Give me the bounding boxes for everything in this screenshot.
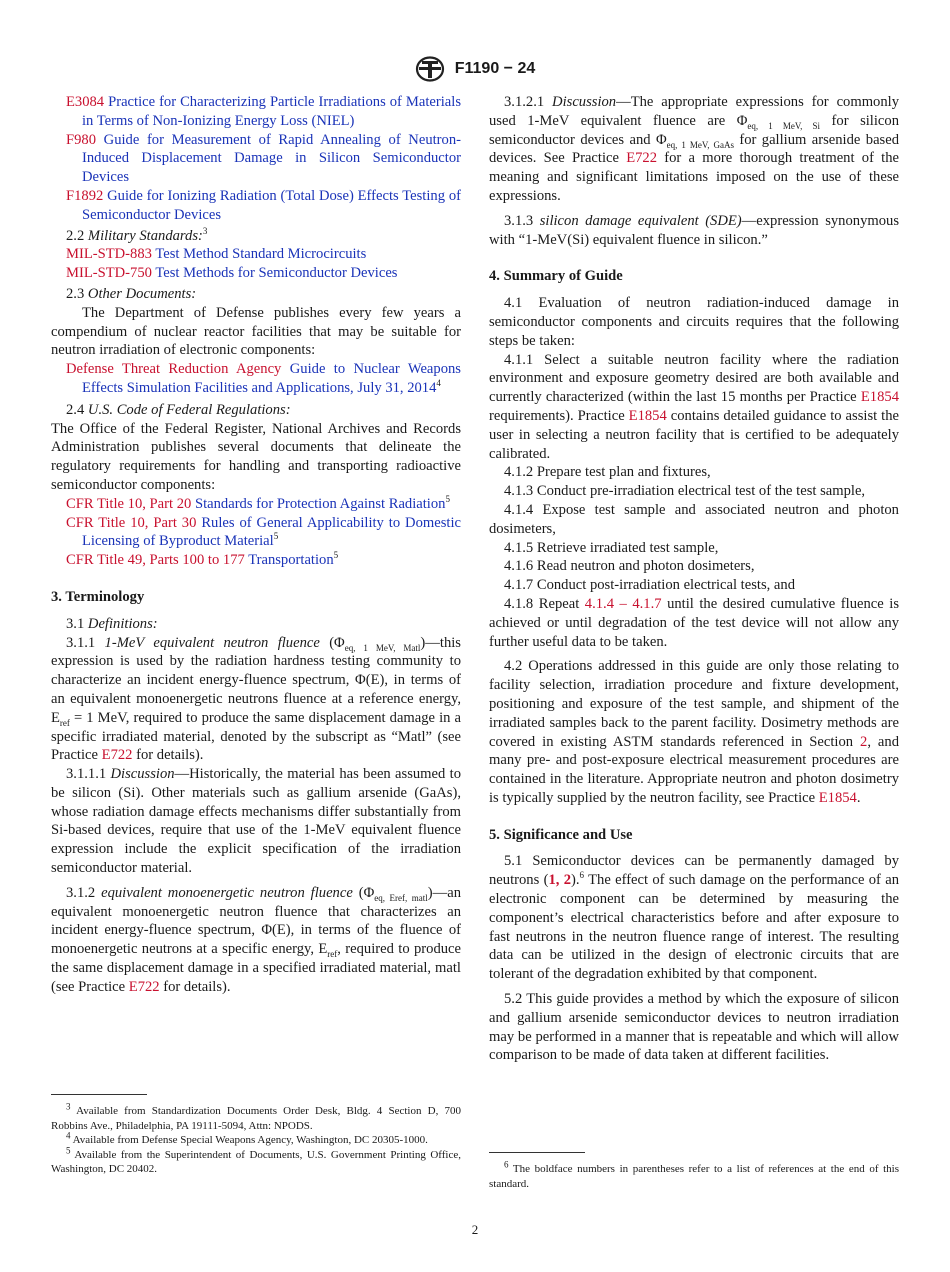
section-5-1: 5.1 Semiconductor devices can be permanently damaged by neutrons (1, 2).$^6$ The effect of such damage on the performance of an electronic component can be determined by measuring the component’s electrical characteristics before and after exposure to fast neutrons in the neutron fluence range of interest. The resulting data can be utilized in the design of electronic circuits that are tolerant of the degradation exhibited by that component. [489,853,900,983]
reference-code-link[interactable]: Defense Threat Reduction Agency [66,361,282,378]
footnote: $^3$ Available from Standardization Documents Order Desk, Bldg. 4 Section D, 700 Robbins Ave., Philadelphia, PA 19111-5094, Attn: NPODS. [51,1101,461,1132]
reference-e3084 [51,93,461,131]
section-2-2: 2.2 Military Standards:$^3$ [66,225,208,244]
section-3-1-2: 3.1.2 equivalent monoenergetic neutron fluence $(\Phi_{eq, Eref, matl})—an$ equivalent monoenergetic neutron fluence that characterizes an incident energy-fluence spectrum, Φ(E), in terms of the fluence of monoenergetic neutrons at a specific energy, $E_{ref}$, required to produce the same displacement damage in a specified irradiated material, matl (see Practice E722 for details). [51,884,461,995]
practice-e1854-link[interactable]: E1854 [818,789,857,806]
footnote-marker: 6 [579,870,585,881]
reference-title-link[interactable]: Standards for Protection Against Radiation [194,495,446,512]
designation: F1190 − 24 [454,60,536,77]
reference-code-link[interactable]: F1892 [66,187,104,204]
footnote-marker: 5 [445,493,450,504]
footnote-rule [489,1152,585,1153]
section-5-2: 5.2 This guide provides a method by which the exposure of silicon and gallium arsenide semiconductor devices to neutron irradiation may be performed in a manner that is repeatable and which will allow comparison to be made of data taken at different facilities. [489,991,900,1064]
reference-cfr-10-20 [51,495,461,514]
reference-mil-std-883 [51,245,461,264]
practice-e722-link[interactable]: E722 [626,150,658,167]
reference-f980 [51,131,461,187]
reference-title-link[interactable]: Guide to Nuclear Weapons Effects Simulation Facilities and Applications, July 31, 2014 [82,361,461,396]
footnote-rule [51,1094,147,1095]
reference-f1892 [51,187,461,225]
section-4-2: 4.2 Operations addressed in this guide are only those relating to facility selection, irradiation procedure and fixture development, positioning and exposure of the test sample, and shipment of the irradiated samples back to the parent facility. Dosimetry methods are covered in existing ASTM standards referenced in Section 2, and many pre- and post-exposure electrical measurement procedures are contained in the literature. Appropriate neutron and photon dosimetry is typically supplied by the neutron facility, see Practice E1854. [489,658,899,806]
reference-title-link[interactable]: Test Methods for Semiconductor Devices [155,265,398,282]
left-column [51,93,461,997]
section-4-1-7: 4.1.7 Conduct post-irradiation electrical tests, and [504,577,795,594]
practice-e1854-link[interactable]: E1854 [628,407,667,424]
footnotes-left [51,1101,461,1177]
footnote: $^5$ Available from the Superintendent of Documents, U.S. Government Printing Office, Washington, DC 20402. [51,1145,461,1176]
reference-cfr-10-30 [51,514,461,552]
section-4-1-1: 4.1.1 Select a suitable neutron facility where the radiation environment and exposure geometry desired are both available and currently characterized (within the last 15 months per Practice E1854 requirements). Practice E1854 contains detailed guidance to assist the user in selecting a neutron facility that is certified to be adequately calibrated. [489,351,900,462]
section-4-1-3: 4.1.3 Conduct pre-irradiation electrical test of the test sample, [504,483,866,500]
reference-title-link[interactable]: Rules of General Applicability to Domestic Licensing of Byproduct Material [82,514,461,550]
reference-cfr-49 [51,551,461,570]
section-2-4-body: The Office of the Federal Register, National Archives and Records Administration publishes several documents that delineate the regulatory requirements for handling and transporting radioactive semiconductor components: [51,420,461,493]
reference-code-link[interactable]: CFR Title 10, Part 30 [66,514,197,531]
footnote-marker: 3 [202,225,208,236]
footnote-marker: 5 [273,531,279,542]
section-3-1-3: 3.1.3 silicon damage equivalent (SDE)—expression synonymous with “1-MeV(Si) equivalent fluence in silicon.” [489,212,899,248]
section-heading-significance: 5. Significance and Use [489,826,633,843]
footnote: $^4$ Available from Defense Special Weapons Agency, Washington, DC 20305-1000. [66,1130,428,1147]
section-2-3: 2.3 Other Documents: [66,285,197,302]
section-heading-terminology: 3. Terminology [51,588,145,605]
section-4-1-5: 4.1.5 Retrieve irradiated test sample, [504,539,719,556]
footnote-marker: 5 [333,550,339,561]
reference-title-link[interactable]: Guide for Measurement of Rapid Annealing of Neutron-Induced Displacement Damage in Silicon Semiconductor Devices [82,131,461,186]
footnotes-right [489,1159,899,1191]
section-4-1-2: 4.1.2 Prepare test plan and fixtures, [504,464,711,481]
reference-mil-std-750 [51,264,461,283]
section-2-4: 2.4 U.S. Code of Federal Regulations: [66,401,291,418]
reference-code-link[interactable]: CFR Title 10, Part 20 [66,495,192,512]
reference-code-link[interactable]: MIL-STD-750 [66,265,152,282]
section-3-1-2-1: 3.1.2.1 Discussion—The appropriate expressions for commonly used 1-MeV equivalent fluence are $\Phi_{eq, 1 MeV, Si}$ for silicon semiconductor devices and $\Phi_{eq, 1 MeV, GaAs}$ for gallium arsenide based devices. See Practice E722 for a more thorough treatment of the meaning and significant limitations imposed on the use of these expressions. [489,94,900,204]
reference-dtra [51,360,461,398]
reference-code-link[interactable]: MIL-STD-883 [66,246,152,263]
section-3-1-1-1: 3.1.1.1 Discussion—Historically, the material has been assumed to be silicon (Si). Other materials such as gallium arsenide (GaAs), whose radiation damage effects mechanisms differ substantially from Si-based devices, require that use of the 1-MeV equivalent fluence expression include the explicit specification of the irradiation semiconductor material. [51,766,461,877]
reference-title-link[interactable]: Guide for Ionizing Radiation (Total Dose) Effects Testing of Semiconductor Devices [82,187,461,223]
section-range-link[interactable]: 4.1.4 – 4.1.7 [584,595,662,612]
reference-code-link[interactable]: E3084 [66,94,105,110]
footnote-marker: 4 [436,378,441,389]
page-number: 2 [471,1222,479,1237]
section-4-1-6: 4.1.6 Read neutron and photon dosimeters, [504,558,755,575]
section-3-1: 3.1 Definitions: [66,615,158,632]
section-4-1-4: 4.1.4 Expose test sample and associated neutron and photon dosimeters, [489,501,899,537]
practice-e1854-link[interactable]: E1854 [860,389,899,406]
section-2-3-body: The Department of Defense publishes every few years a compendium of nuclear reactor facilities that may be suitable for neutron irradiation of electronic components: [51,304,461,359]
citation-link[interactable]: 1, 2 [548,872,572,889]
reference-code-link[interactable]: CFR Title 49, Parts 100 to 177 [66,552,245,569]
section-4-1-8: 4.1.8 Repeat 4.1.4 – 4.1.7 until the desired cumulative fluence is achieved or until degradation of the test device will not allow any further useful data to be taken. [489,595,900,650]
section-3-1-1: 3.1.1 1-MeV equivalent neutron fluence $(\Phi_{eq, 1 MeV, Matl})—this$ expression is used by the radiation hardness testing community to characterize an incident energy-fluence spectrum, Φ(E), in terms of an equivalent monoenergetic neutrons fluence at a reference energy, $E_{ref} = 1$ MeV, required to produce the same displacement damage in a specific irradiated material, denoted by the subscript as “Matl” (see Practice E722 for details). [51,634,461,764]
section-2-link[interactable]: 2 [860,733,868,750]
section-heading-summary: 4. Summary of Guide [489,268,623,285]
reference-title-link[interactable]: Transportation [248,552,334,569]
footnote: $^6$ The boldface numbers in parentheses refer to a list of references at the end of this standard. [489,1159,899,1190]
practice-e722-link[interactable]: E722 [101,747,133,764]
practice-e722-link[interactable]: E722 [128,978,160,995]
reference-title-link[interactable]: Practice for Characterizing Particle Irradiations of Materials in Terms of Non-Ionizing Energy Loss (NIEL) [82,94,461,129]
astm-logo-icon [415,56,445,82]
right-column [489,93,899,1065]
section-4-1: 4.1 Evaluation of neutron radiation-induced damage in semiconductor components and circuits requires that the following steps be taken: [489,295,899,349]
reference-title-link[interactable]: Test Method Standard Microcircuits [155,246,367,263]
page-header [0,56,950,82]
reference-code-link[interactable]: F980 [66,131,97,148]
